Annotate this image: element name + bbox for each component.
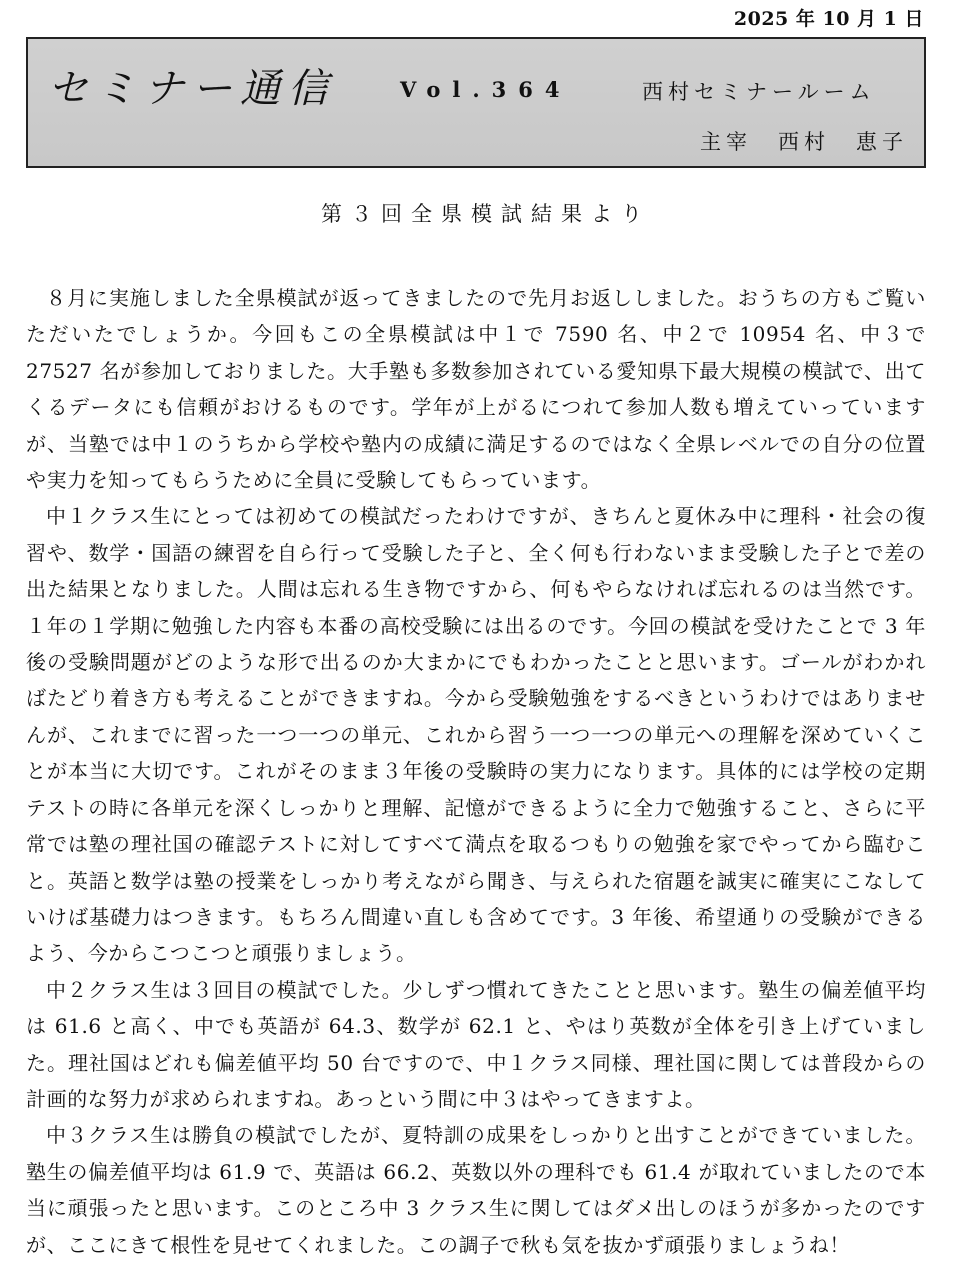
newsletter-title: セミナー通信 — [48, 66, 336, 112]
paragraph-intro: ８月に実施しました全県模試が返ってきましたので先月お返ししました。おうちの方もご覧いただいたでしょうか。今回もこの全県模試は中１で 7590 名、中２で 10954 名、中３で 27527 名が参加しておりました。大手塾も多数参加されている愛知県下最大規模の模試で、出てくるデータにも信頼がおけるものです。学年が上がるにつれて参加人数も増えていっていますが、当塾では中１のうちから学校や塾内の成績に満足するのではなく全県レベルでの自分の位置や実力を知ってもらうために全員に受験してもらっています。 — [26, 286, 926, 493]
article-title: 第３回全県模試結果より — [321, 202, 651, 226]
paragraph-grade3: 中３クラス生は勝負の模試でしたが、夏特訓の成果をしっかりと出すことができていました。塾生の偏差値平均は 61.9 で、英語は 66.2、英数以外の理科でも 61.4 が取れていましたので本当に頑張ったと思います。このところ中 3 クラス生に関してはダメ出しのほうが多かったのですが、ここにきて根性を見せてくれました。この調子で秋も気を抜かず頑張りましょうね！ — [26, 1123, 926, 1257]
paragraph-grade1: 中１クラス生にとっては初めての模試だったわけですが、きちんと夏休み中に理科・社会の復習や、数学・国語の練習を自ら行って受験した子と、全く何も行わないまま受験した子とで差の出た結果となりました。人間は忘れる生き物ですから、何もやらなければ忘れるのは当然です。１年の１学期に勉強した内容も本番の高校受験には出るのです。今回の模試を受けたことで 3 年後の受験問題がどのような形で出るのか大まかにでもわかったことと思います。ゴールがわかればたどり着き方も考えることができますね。今から受験勉強をするべきというわけではありませんが、これまでに習った一つ一つの単元、これから習う一つ一つの単元への理解を深めていくことが本当に大切です。これがそのまま３年後の受験時の実力になります。具体的には学校の定期テストの時に各単元を深くしっかりと理解、記憶ができるように全力で勉強すること、さらに平常では塾の理社国の確認テストに対してすべて満点を取るつもりの勉強を家でやってから臨むこと。英語と数学は塾の授業をしっかり考えながら聞き、与えられた宿題を誠実に確実にこなしていけば基礎力はつきます。もちろん間違い直しも含めてです。3 年後、希望通りの受験ができるよう、今からこつこつと頑張りましょう。 — [26, 504, 926, 966]
newsletter-header — [26, 37, 926, 168]
host-name: 主宰 西村 恵子 — [700, 130, 908, 154]
organization-name: 西村セミナールーム — [642, 80, 876, 104]
volume-number: Vol.364 — [400, 77, 572, 102]
article-body — [26, 280, 926, 1263]
issue-date: 2025 年 10 月 1 日 — [733, 8, 924, 30]
paragraph-grade2: 中２クラス生は３回目の模試でした。少しずつ慣れてきたことと思います。塾生の偏差値平均は 61.6 と高く、中でも英語が 64.3、数学が 62.1 と、やはり英数が全体を引き上げていました。理社国はどれも偏差値平均 50 台ですので、中１クラス同様、理社国に関しては普段からの計画的な努力が求められますね。あっという間に中３はやってきますよ。 — [26, 977, 926, 1111]
